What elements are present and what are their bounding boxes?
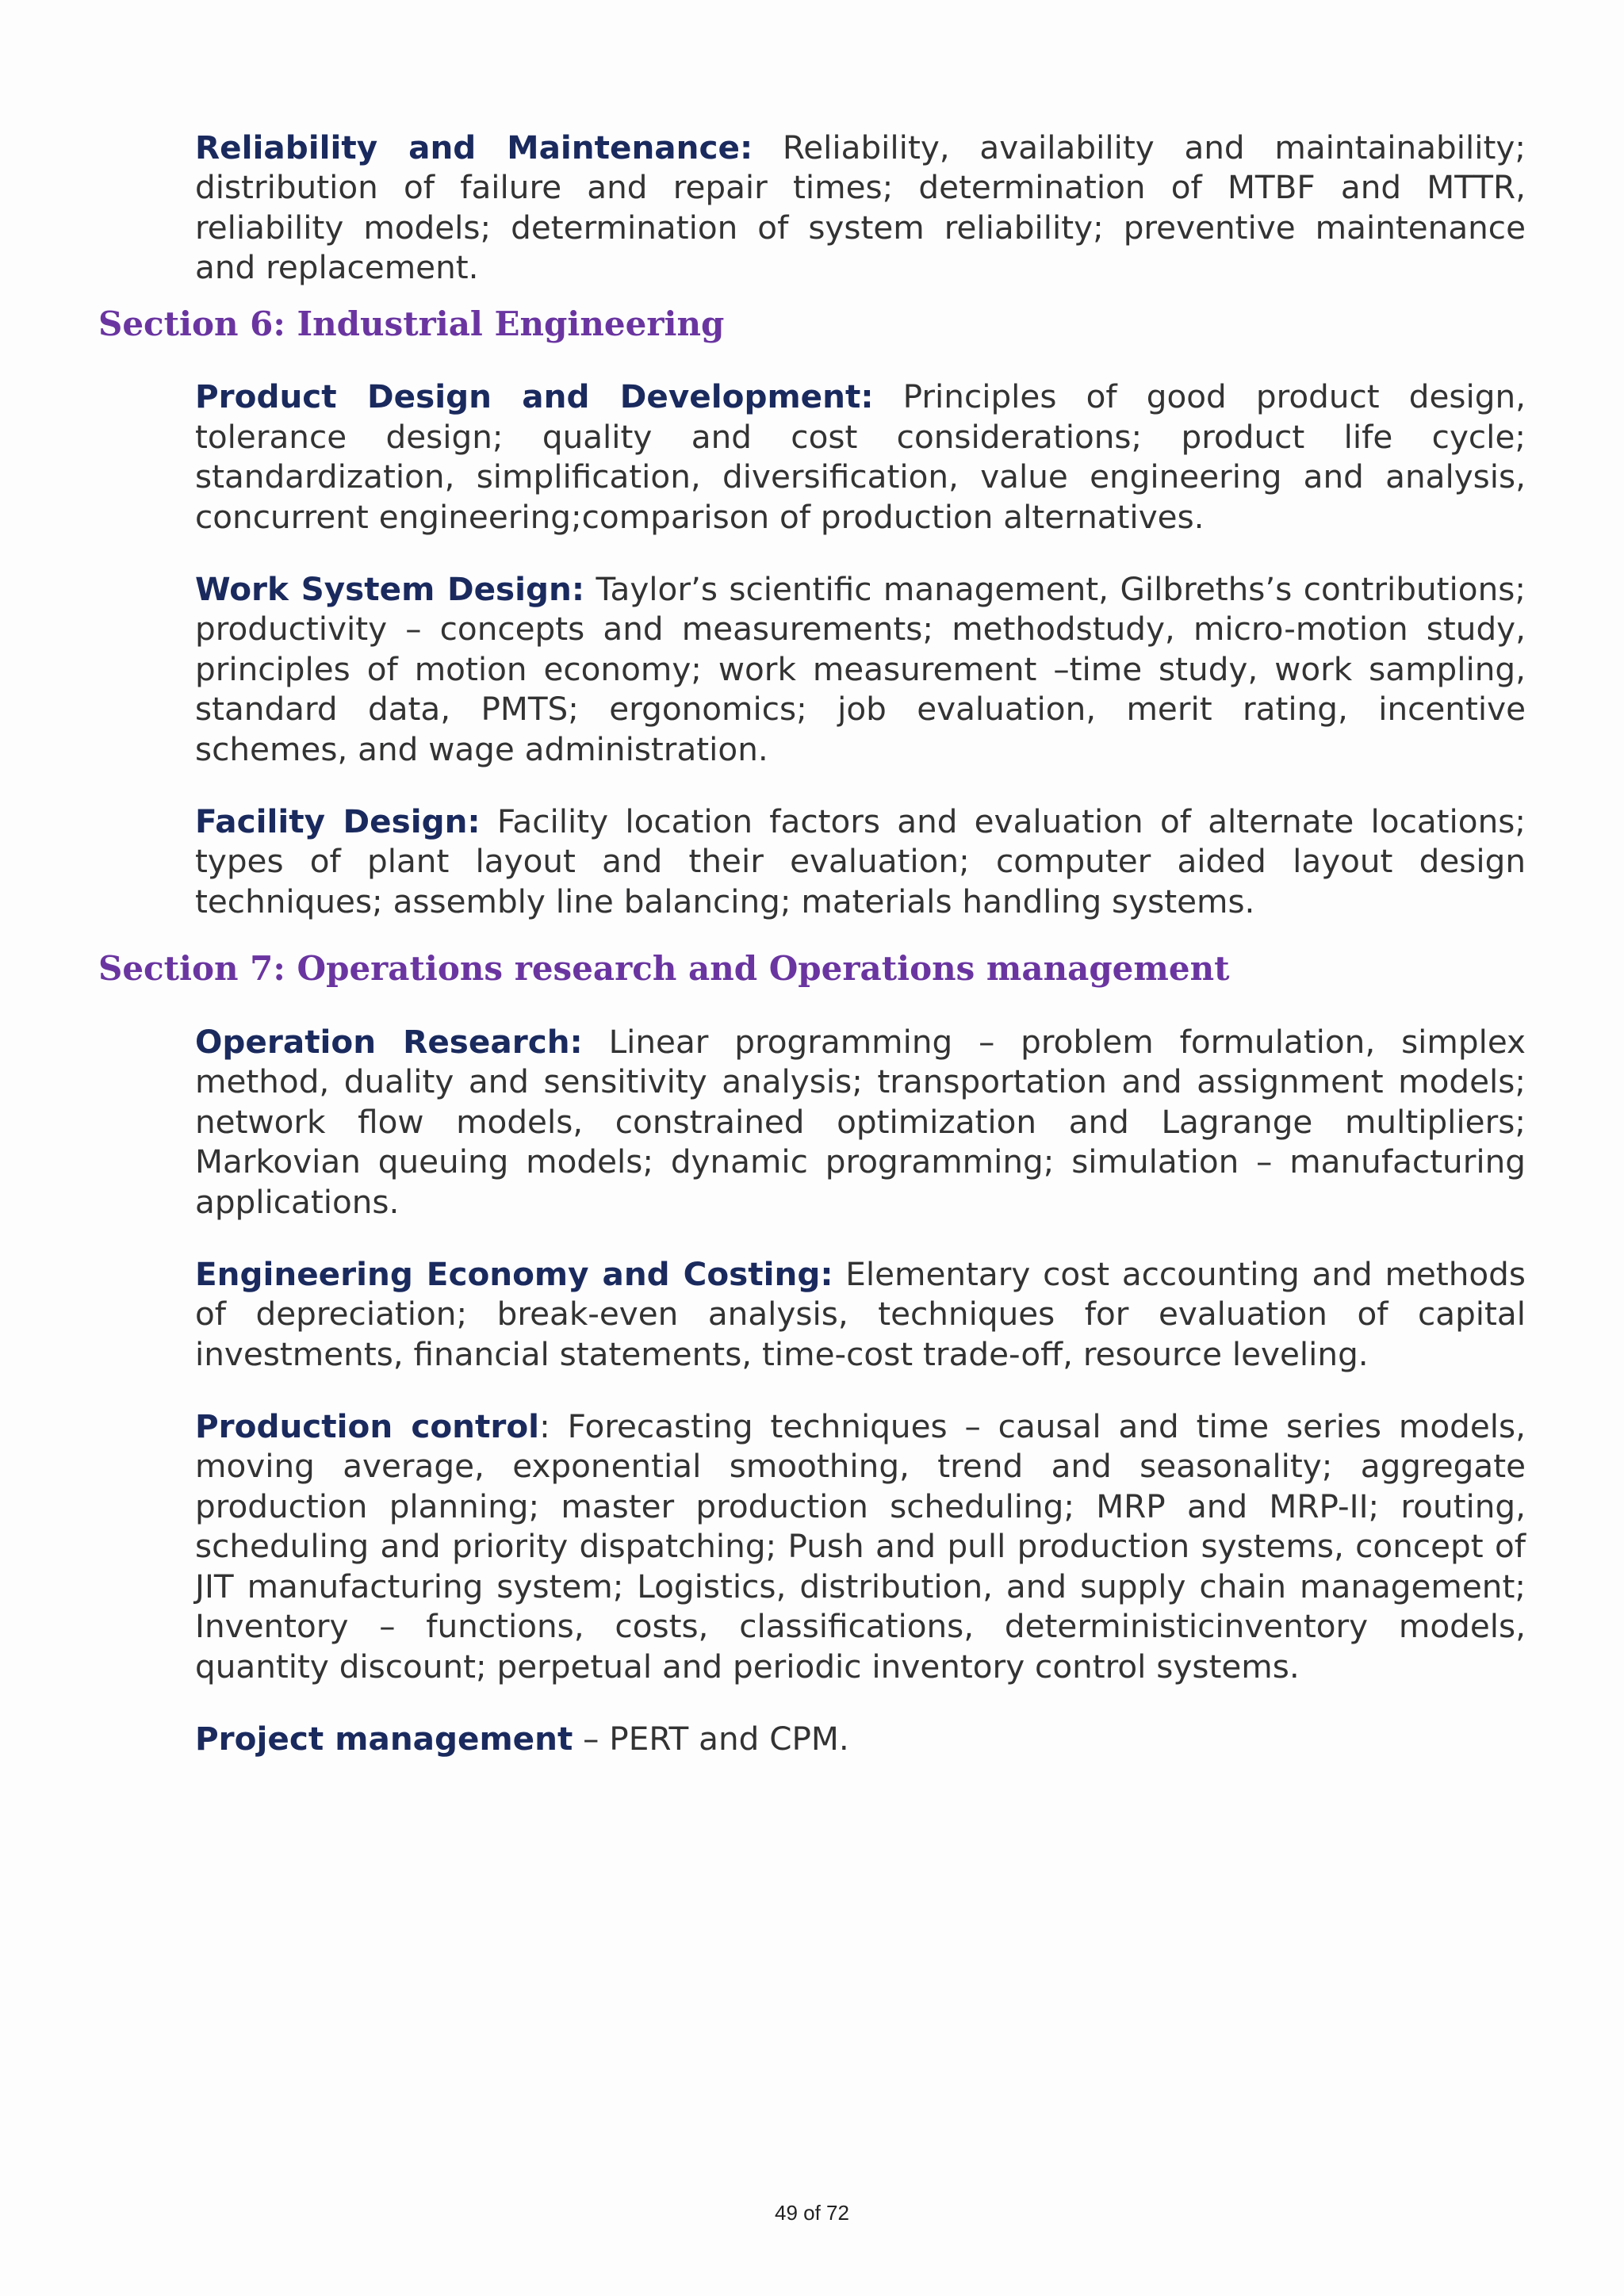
topic-title: Product Design and Development: — [195, 377, 874, 415]
topic-text: Taylor’s scientific management, Gilbreths’s contributions; productivity – concepts and measurements; methodstudy, micro-motion study, principles of motion economy; work measurement –time study, work sampling, standard data, PMTS; ergonomics; job evaluation, merit rating, incentive schemes, and wage administration. — [195, 569, 1526, 768]
topic-title: Production control — [195, 1406, 540, 1445]
topic-title: Work System Design: — [195, 569, 585, 608]
topic-text: Facility location factors and evaluation of alternate locations; types of plant layout and their evaluation; computer aided layout design techniques; assembly line balancing; materials handling systems. — [195, 802, 1526, 920]
topic-text: Reliability, availability and maintainability; distribution of failure and repair times; determination of MTBF and MTTR, reliability models; determination of system reliability; preventive maintenance and replacement. — [195, 128, 1526, 286]
page-number: 49 of 72 — [775, 2201, 849, 2225]
topic-text: : Forecasting techniques – causal and time series models, moving average, exponential smoothing, trend and seasonality; aggregate production planning; master production scheduling; MRP and MRP-II; routing, scheduling and priority dispatching; Push and pull production systems, concept of JIT manufacturing system; Logistics, distribution, and supply chain management; Inventory – functions, costs, classifications, deterministicinventory models, quantity discount; perpetual and periodic inventory control systems. — [195, 1406, 1526, 1686]
topic-title: Project management — [195, 1719, 573, 1758]
topic-work-system-design — [195, 569, 1526, 770]
topic-engineering-economy — [195, 1254, 1526, 1375]
topic-text: – PERT and CPM. — [573, 1719, 849, 1758]
topic-project-management — [195, 1719, 1526, 1759]
topic-text: Elementary cost accounting and methods of depreciation; break-even analysis, techniques for evaluation of capital investments, financial statements, time-cost trade-off, resource leveling. — [195, 1254, 1526, 1373]
topic-text: Principles of good product design, tolerance design; quality and cost considerations; product life cycle; standardization, simplification, diversification, value engineering and analysis, concurrent engineering;comparison of production alternatives. — [195, 377, 1526, 536]
page-content — [98, 95, 1526, 1785]
topic-facility-design — [195, 802, 1526, 922]
topic-operation-research — [195, 1022, 1526, 1223]
topic-title: Engineering Economy and Costing: — [195, 1254, 833, 1293]
topic-production-control — [195, 1406, 1526, 1687]
topic-text: Linear programming – problem formulation, simplex method, duality and sensitivity analysis; transportation and assignment models; network flow models, constrained optimization and Lagrange multipliers; Markovian queuing models; dynamic programming; simulation – manufacturing applications. — [195, 1022, 1526, 1221]
topic-title: Reliability and Maintenance: — [195, 128, 753, 166]
section-6-heading: Section 6: Industrial Engineering — [98, 304, 725, 343]
section-7-heading: Section 7: Operations research and Operations management — [98, 949, 1230, 988]
topic-title: Operation Research: — [195, 1022, 583, 1061]
topic-reliability-maintenance — [195, 128, 1526, 288]
topic-product-design — [195, 377, 1526, 537]
topic-title: Facility Design: — [195, 802, 481, 840]
